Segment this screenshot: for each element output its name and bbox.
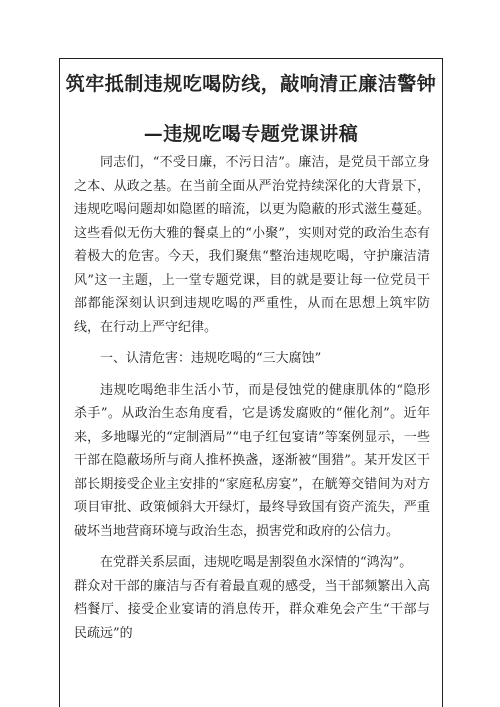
document-subtitle: —违规吃喝专题党课讲稿 bbox=[143, 123, 359, 145]
document-page bbox=[59, 58, 443, 707]
paragraph-party-masses: 在党群关系层面，违规吃喝是割裂鱼水深情的“鸿沟”。 bbox=[100, 555, 413, 570]
paragraph-masses-perception: 群众对干部的廉洁与否有着最直观的感受，当干部频繁出入高档餐厅、接受企业宴请的消息传开，群众难免会产生“干部与民疏远”的 bbox=[74, 578, 430, 641]
paragraph-harm: 违规吃喝绝非生活小节，而是侵蚀党的健康肌体的“隐形杀手”。从政治生态角度看，它是诱发腐败的“催化剂”。近年来，多地曝光的“定制酒局”“电子红包宴请”等案例显示，一些干部在隐蔽场所与商人推杯换盏，逐渐被“围猎”。某开发区干部长期接受企业主安排的“家庭私房宴”，在觥筹交错间为对方项目审批、政策倾斜大开绿灯，最终导致国有资产流失，严重破坏当地营商环境与政治生态，损害党和政府的公信力。 bbox=[74, 382, 430, 539]
document-body bbox=[74, 151, 430, 645]
paragraph-intro: 同志们，“不受日廉，不污日洁”。廉洁，是党员干部立身之本、从政之基。在当前全面从严治党持续深化的大背景下，违规吃喝问题却如隐匿的暗流，以更为隐蔽的形式滋生蔓延。这些看似无伤大雅的餐桌上的“小聚”，实则对党的政治生态有着极大的危害。今天，我们聚焦“整治违规吃喝，守护廉洁清风”这一主题，上一堂专题党课，目的就是要让每一位党员干部都能深刻认识到违规吃喝的严重性，从而在思想上筑牢防线，在行动上严守纪律。 bbox=[74, 155, 430, 335]
section-heading: 一、认清危害：违规吃喝的“三大腐蚀” bbox=[100, 351, 322, 366]
document-title: 筑牢抵制违规吃喝防线，敲响清正廉洁警钟 bbox=[65, 73, 437, 95]
